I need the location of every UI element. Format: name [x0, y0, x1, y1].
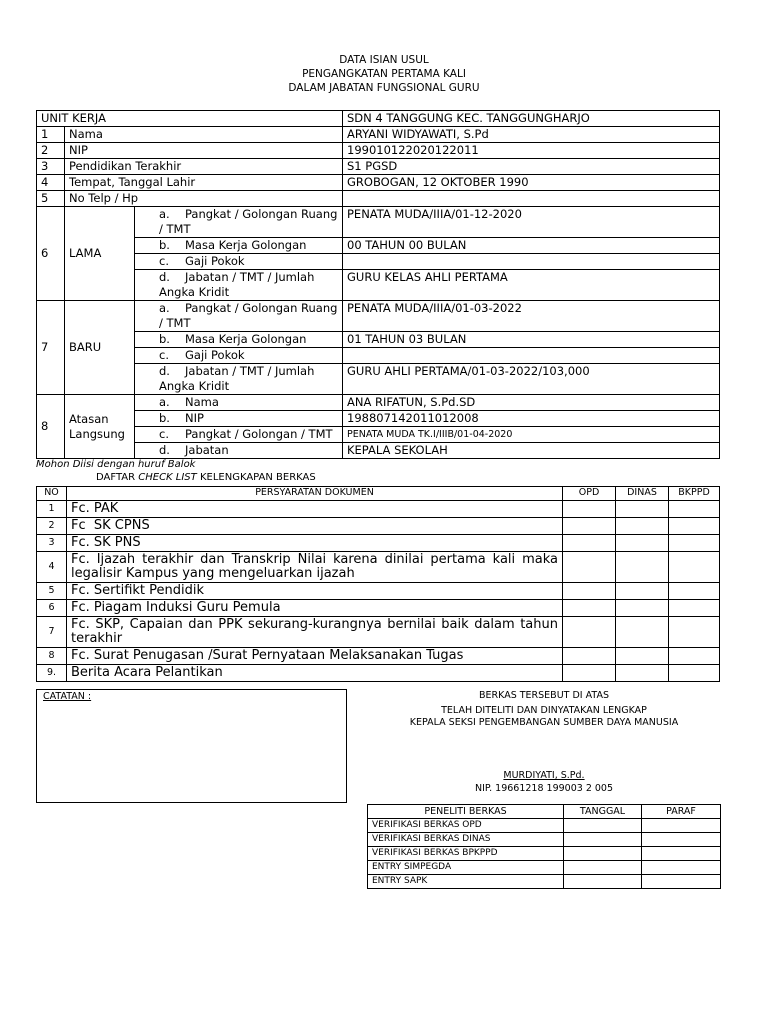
unit-kerja-value: SDN 4 TANGGUNG KEC. TANGGUNGHARJO — [343, 111, 720, 127]
sub-letter: a. — [159, 395, 170, 409]
sub-letter: d. — [159, 364, 170, 378]
row-number: 8 — [37, 648, 67, 665]
atasan-row — [37, 411, 720, 427]
peneliti-row — [368, 833, 721, 847]
bkppd-check-cell[interactable] — [669, 583, 720, 600]
document-name: Fc. SK PNS — [67, 535, 563, 552]
dinas-check-cell[interactable] — [616, 617, 669, 648]
peneliti-row — [368, 875, 721, 889]
peneliti-row — [368, 819, 721, 833]
paraf-cell[interactable] — [642, 847, 721, 861]
sub-value: PENATA MUDA TK.I/IIIB/01-04-2020 — [343, 427, 720, 443]
col-dinas-header: DINAS — [616, 487, 669, 501]
biodata-row — [37, 143, 720, 159]
sub-label — [135, 348, 343, 364]
row-number: 5 — [37, 583, 67, 600]
document-name: Fc. Ijazah terakhir dan Transkrip Nilai karena dinilai pertama kali maka legalisir Kampus yang mengeluarkan ijazah — [67, 552, 563, 583]
tanggal-cell[interactable] — [564, 847, 642, 861]
sub-text: Gaji Pokok — [185, 348, 245, 362]
sub-text: Gaji Pokok — [185, 254, 245, 268]
opd-check-cell[interactable] — [563, 617, 616, 648]
sub-text: Nama — [185, 395, 219, 409]
opd-check-cell[interactable] — [563, 501, 616, 518]
sub-label — [135, 395, 343, 411]
verification-line2: TELAH DITELITI DAN DINYATAKAN LENGKAP — [441, 705, 647, 716]
checklist-row — [37, 518, 720, 535]
doc-title-line3: DALAM JABATAN FUNGSIONAL GURU — [288, 82, 480, 94]
sub-letter: a. — [159, 301, 170, 315]
checklist-title-post: KELENGKAPAN BERKAS — [196, 472, 316, 483]
checklist-title-italic: CHECK LIST — [138, 472, 197, 483]
document-name: Fc. Surat Penugasan /Surat Pernyataan Melaksanakan Tugas — [67, 648, 563, 665]
tanggal-cell[interactable] — [564, 819, 642, 833]
opd-check-cell[interactable] — [563, 535, 616, 552]
checklist-header-row — [37, 487, 720, 501]
checklist-row — [37, 648, 720, 665]
peneliti-label: ENTRY SAPK — [368, 875, 564, 889]
fill-note: Mohon Diisi dengan huruf Balok — [36, 459, 196, 470]
peneliti-table — [367, 804, 721, 889]
sub-text: Jabatan / TMT / Jumlah Angka Kridit — [159, 364, 315, 393]
sub-label — [135, 332, 343, 348]
sub-text: Masa Kerja Golongan — [185, 332, 307, 346]
col-no-header: NO — [37, 487, 67, 501]
dinas-check-cell[interactable] — [616, 665, 669, 682]
baru-row — [37, 332, 720, 348]
row-number: 4 — [37, 175, 65, 191]
section-label-lama: LAMA — [65, 207, 135, 301]
tanggal-col-header: TANGGAL — [564, 805, 642, 819]
row-label: Nama — [65, 127, 343, 143]
row-number: 7 — [37, 617, 67, 648]
row-value: ARYANI WIDYAWATI, S.Pd — [343, 127, 720, 143]
sub-letter: b. — [159, 332, 170, 346]
dinas-check-cell[interactable] — [616, 518, 669, 535]
row-label: NIP — [65, 143, 343, 159]
sub-label — [135, 238, 343, 254]
row-number: 2 — [37, 518, 67, 535]
document-name: Fc. SKP, Capaian dan PPK sekurang-kurangnya bernilai baik dalam tahun terakhir — [67, 617, 563, 648]
dinas-check-cell[interactable] — [616, 501, 669, 518]
sub-label — [135, 207, 343, 238]
sub-label — [135, 254, 343, 270]
dinas-check-cell[interactable] — [616, 535, 669, 552]
verification-line3: KEPALA SEKSI PENGEMBANGAN SUMBER DAYA MANUSIA — [409, 717, 679, 728]
unit-kerja-row — [37, 111, 720, 127]
dinas-check-cell[interactable] — [616, 600, 669, 617]
sub-text: NIP — [185, 411, 204, 425]
bkppd-check-cell[interactable] — [669, 518, 720, 535]
document-name: Berita Acara Pelantikan — [67, 665, 563, 682]
opd-check-cell[interactable] — [563, 648, 616, 665]
sub-label — [135, 443, 343, 459]
sub-letter: d. — [159, 270, 170, 284]
row-number: 2 — [37, 143, 65, 159]
tanggal-cell[interactable] — [564, 833, 642, 847]
dinas-check-cell[interactable] — [616, 583, 669, 600]
peneliti-label: VERIFIKASI BERKAS DINAS — [368, 833, 564, 847]
row-number: 6 — [37, 600, 67, 617]
sub-value: GURU AHLI PERTAMA/01-03-2022/103,000 — [343, 364, 720, 395]
atasan-row — [37, 395, 720, 411]
sub-label — [135, 301, 343, 332]
row-number: 1 — [37, 127, 65, 143]
document-name: Fc. Sertifikt Pendidik — [67, 583, 563, 600]
peneliti-row — [368, 861, 721, 875]
baru-row — [37, 364, 720, 395]
row-number: 5 — [37, 191, 65, 207]
col-bkppd-header: BKPPD — [669, 487, 720, 501]
peneliti-header-row — [368, 805, 721, 819]
biodata-row — [37, 127, 720, 143]
peneliti-label: ENTRY SIMPEGDA — [368, 861, 564, 875]
sub-letter: c. — [159, 254, 169, 268]
tanggal-cell[interactable] — [564, 875, 642, 889]
baru-row — [37, 348, 720, 364]
sub-letter: b. — [159, 238, 170, 252]
atasan-row — [37, 443, 720, 459]
sub-value: GURU KELAS AHLI PERTAMA — [343, 270, 720, 301]
checklist-title — [96, 472, 316, 483]
row-number: 3 — [37, 159, 65, 175]
catatan-label: CATATAN : — [43, 691, 92, 702]
lama-row — [37, 270, 720, 301]
verification-line1: BERKAS TERSEBUT DI ATAS — [479, 690, 609, 701]
atasan-row — [37, 427, 720, 443]
signer-name: MURDIYATI, S.Pd. — [503, 770, 585, 781]
opd-check-cell[interactable] — [563, 600, 616, 617]
checklist-row — [37, 501, 720, 518]
peneliti-col-header: PENELITI BERKAS — [368, 805, 564, 819]
sub-value: PENATA MUDA/IIIA/01-12-2020 — [343, 207, 720, 238]
sub-letter: a. — [159, 207, 170, 221]
sub-value — [343, 348, 720, 364]
row-value: GROBOGAN, 12 OKTOBER 1990 — [343, 175, 720, 191]
sub-value: KEPALA SEKOLAH — [343, 443, 720, 459]
sub-text: Jabatan / TMT / Jumlah Angka Kridit — [159, 270, 315, 299]
col-doc-header: PERSYARATAN DOKUMEN — [67, 487, 563, 501]
bkppd-check-cell[interactable] — [669, 552, 720, 583]
row-number: 1 — [37, 501, 67, 518]
paraf-cell[interactable] — [642, 819, 721, 833]
sub-text: Pangkat / Golongan / TMT — [185, 427, 333, 441]
row-number: 6 — [37, 207, 65, 301]
lama-row — [37, 238, 720, 254]
peneliti-label: VERIFIKASI BERKAS OPD — [368, 819, 564, 833]
bkppd-check-cell[interactable] — [669, 648, 720, 665]
paraf-col-header: PARAF — [642, 805, 721, 819]
col-opd-header: OPD — [563, 487, 616, 501]
row-label: Tempat, Tanggal Lahir — [65, 175, 343, 191]
opd-check-cell[interactable] — [563, 583, 616, 600]
lama-row — [37, 254, 720, 270]
sub-label — [135, 270, 343, 301]
sub-letter: d. — [159, 443, 170, 457]
checklist-table — [36, 486, 720, 682]
sub-text: Pangkat / Golongan Ruang / TMT — [159, 207, 338, 236]
row-number: 8 — [37, 395, 65, 459]
bkppd-check-cell[interactable] — [669, 665, 720, 682]
checklist-row — [37, 600, 720, 617]
document-name: Fc. Piagam Induksi Guru Pemula — [67, 600, 563, 617]
sub-text: Pangkat / Golongan Ruang / TMT — [159, 301, 338, 330]
dinas-check-cell[interactable] — [616, 552, 669, 583]
peneliti-label: VERIFIKASI BERKAS BPKPPD — [368, 847, 564, 861]
section-label-baru: BARU — [65, 301, 135, 395]
checklist-row — [37, 535, 720, 552]
checklist-row — [37, 552, 720, 583]
row-number: 3 — [37, 535, 67, 552]
row-number: 4 — [37, 552, 67, 583]
sub-value: ANA RIFATUN, S.Pd.SD — [343, 395, 720, 411]
signer-nip: NIP. 19661218 199003 2 005 — [474, 783, 614, 794]
checklist-title-pre: DAFTAR — [96, 472, 139, 483]
biodata-table — [36, 110, 720, 459]
opd-check-cell[interactable] — [563, 552, 616, 583]
row-label: Pendidikan Terakhir — [65, 159, 343, 175]
paraf-cell[interactable] — [642, 875, 721, 889]
lama-row — [37, 207, 720, 238]
paraf-cell[interactable] — [642, 861, 721, 875]
bkppd-check-cell[interactable] — [669, 501, 720, 518]
row-value — [343, 191, 720, 207]
opd-check-cell[interactable] — [563, 665, 616, 682]
sub-text: Masa Kerja Golongan — [185, 238, 307, 252]
row-label: No Telp / Hp — [65, 191, 343, 207]
unit-kerja-label: UNIT KERJA — [37, 111, 343, 127]
bkppd-check-cell[interactable] — [669, 617, 720, 648]
row-value: 199010122020122011 — [343, 143, 720, 159]
checklist-row — [37, 583, 720, 600]
row-number: 9. — [37, 665, 67, 682]
dinas-check-cell[interactable] — [616, 648, 669, 665]
document-name: Fc SK CPNS — [67, 518, 563, 535]
tanggal-cell[interactable] — [564, 861, 642, 875]
baru-row — [37, 301, 720, 332]
row-number: 7 — [37, 301, 65, 395]
document-name: Fc. PAK — [67, 501, 563, 518]
bkppd-check-cell[interactable] — [669, 535, 720, 552]
doc-title-line1: DATA ISIAN USUL — [339, 54, 429, 66]
sub-value: 01 TAHUN 03 BULAN — [343, 332, 720, 348]
biodata-row — [37, 191, 720, 207]
doc-title-line2: PENGANGKATAN PERTAMA KALI — [302, 68, 466, 80]
sub-label — [135, 411, 343, 427]
sub-value: 00 TAHUN 00 BULAN — [343, 238, 720, 254]
catatan-box[interactable] — [36, 689, 347, 803]
sub-value: PENATA MUDA/IIIA/01-03-2022 — [343, 301, 720, 332]
sub-value: 198807142011012008 — [343, 411, 720, 427]
sub-label — [135, 364, 343, 395]
biodata-row — [37, 159, 720, 175]
checklist-row — [37, 665, 720, 682]
section-label-atasan: Atasan Langsung — [65, 395, 135, 459]
checklist-row — [37, 617, 720, 648]
biodata-row — [37, 175, 720, 191]
peneliti-row — [368, 847, 721, 861]
sub-letter: c. — [159, 427, 169, 441]
sub-letter: c. — [159, 348, 169, 362]
sub-value — [343, 254, 720, 270]
sub-label — [135, 427, 343, 443]
paraf-cell[interactable] — [642, 833, 721, 847]
row-value: S1 PGSD — [343, 159, 720, 175]
bkppd-check-cell[interactable] — [669, 600, 720, 617]
opd-check-cell[interactable] — [563, 518, 616, 535]
sub-text: Jabatan — [185, 443, 229, 457]
sub-letter: b. — [159, 411, 170, 425]
